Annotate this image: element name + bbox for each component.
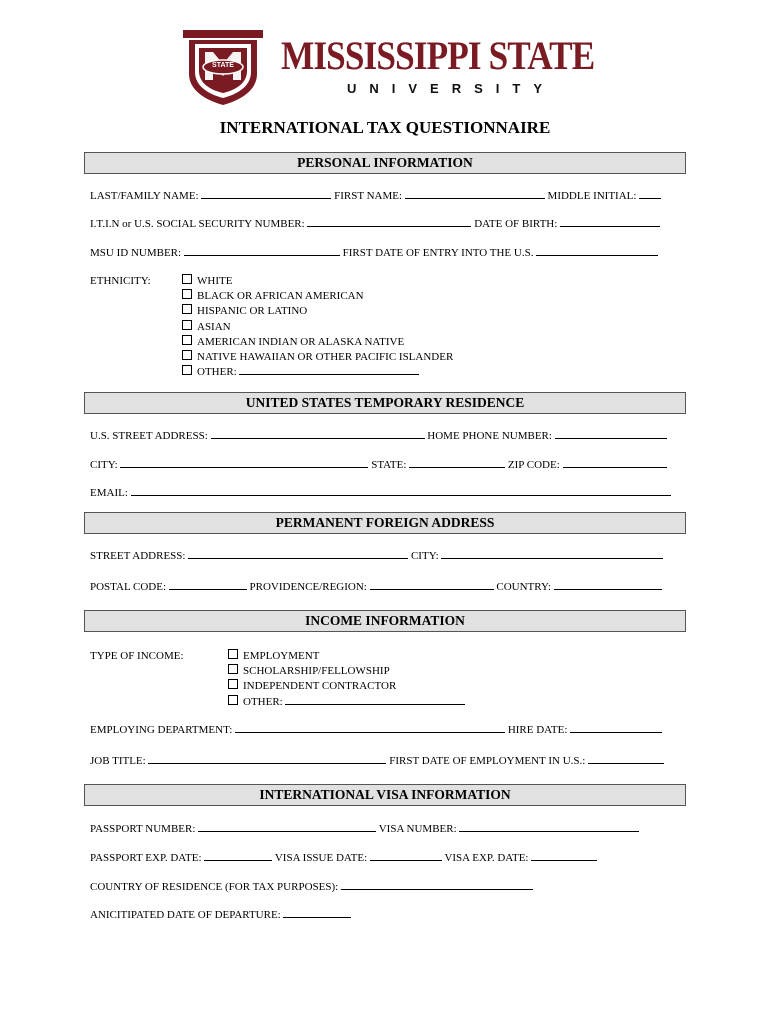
- first-name-field[interactable]: [405, 189, 545, 199]
- passport-exp-field[interactable]: [204, 851, 272, 861]
- checkbox[interactable]: [228, 664, 238, 674]
- income-type-options: [228, 649, 465, 710]
- row-names: [90, 189, 661, 203]
- job-title-label: JOB TITLE:: [90, 755, 146, 767]
- departure-label: ANICITIPATED DATE OF DEPARTURE:: [90, 909, 281, 921]
- foreign-street-field[interactable]: [188, 549, 408, 559]
- last-name-label: LAST/FAMILY NAME:: [90, 190, 199, 202]
- visa-number-field[interactable]: [459, 822, 639, 832]
- income-other-field[interactable]: [285, 695, 465, 705]
- country-residence-field[interactable]: [341, 880, 533, 890]
- section-personal-heading: PERSONAL INFORMATION: [84, 152, 686, 174]
- row-job-title: [90, 754, 664, 768]
- department-label: EMPLOYING DEPARTMENT:: [90, 724, 233, 736]
- home-phone-label: HOME PHONE NUMBER:: [427, 430, 552, 442]
- department-field[interactable]: [235, 723, 505, 733]
- email-field[interactable]: [131, 486, 671, 496]
- section-residence-heading: UNITED STATES TEMPORARY RESIDENCE: [84, 392, 686, 414]
- ethnicity-option[interactable]: AMERICAN INDIAN OR ALASKA NATIVE: [182, 335, 453, 350]
- first-employment-field[interactable]: [588, 754, 664, 764]
- city-label: CITY:: [90, 459, 118, 471]
- row-msu-id: [90, 246, 658, 260]
- income-option[interactable]: EMPLOYMENT: [228, 649, 465, 664]
- country-field[interactable]: [554, 580, 662, 590]
- ethnicity-option[interactable]: HISPANIC OR LATINO: [182, 304, 453, 319]
- middle-initial-field[interactable]: [639, 189, 661, 199]
- us-street-label: U.S. STREET ADDRESS:: [90, 430, 208, 442]
- ethnicity-option[interactable]: WHITE: [182, 274, 453, 289]
- region-label: PROVIDENCE/REGION:: [249, 581, 367, 593]
- row-itin: [90, 217, 660, 231]
- row-departure: [90, 908, 351, 922]
- middle-initial-label: MIDDLE INITIAL:: [547, 190, 637, 202]
- university-subtitle: UNIVERSITY: [347, 81, 556, 96]
- visa-exp-field[interactable]: [531, 851, 597, 861]
- visa-exp-label: VISA EXP. DATE:: [444, 852, 529, 864]
- hire-date-field[interactable]: [570, 723, 662, 733]
- postal-field[interactable]: [169, 580, 247, 590]
- income-option[interactable]: INDEPENDENT CONTRACTOR: [228, 679, 465, 694]
- entry-date-label: FIRST DATE OF ENTRY INTO THE U.S.: [342, 247, 534, 259]
- income-option[interactable]: OTHER:: [228, 695, 465, 710]
- shield-label: STATE: [212, 62, 234, 69]
- msu-id-label: MSU ID NUMBER:: [90, 247, 182, 259]
- visa-issue-field[interactable]: [370, 851, 442, 861]
- dob-label: DATE OF BIRTH:: [474, 218, 558, 230]
- msu-id-field[interactable]: [184, 246, 340, 256]
- first-employment-label: FIRST DATE OF EMPLOYMENT IN U.S.:: [389, 755, 586, 767]
- us-street-field[interactable]: [211, 429, 425, 439]
- entry-date-field[interactable]: [536, 246, 658, 256]
- country-label: COUNTRY:: [496, 581, 551, 593]
- home-phone-field[interactable]: [555, 429, 667, 439]
- university-logo: [183, 30, 593, 110]
- section-income-heading: INCOME INFORMATION: [84, 610, 686, 632]
- row-us-city: [90, 458, 667, 472]
- zip-field[interactable]: [563, 458, 667, 468]
- departure-field[interactable]: [283, 908, 351, 918]
- hire-date-label: HIRE DATE:: [507, 724, 568, 736]
- passport-exp-label: PASSPORT EXP. DATE:: [90, 852, 202, 864]
- ethnicity-option[interactable]: BLACK OR AFRICAN AMERICAN: [182, 289, 453, 304]
- visa-issue-label: VISA ISSUE DATE:: [274, 852, 368, 864]
- passport-number-label: PASSPORT NUMBER:: [90, 823, 196, 835]
- foreign-city-label: CITY:: [410, 550, 439, 562]
- checkbox[interactable]: [182, 274, 192, 284]
- visa-number-label: VISA NUMBER:: [378, 823, 457, 835]
- row-country-residence: [90, 880, 533, 894]
- row-us-street: [90, 429, 667, 443]
- state-label: STATE:: [371, 459, 407, 471]
- ethnicity-options: [182, 274, 453, 380]
- ethnicity-option[interactable]: ASIAN: [182, 320, 453, 335]
- row-visa-dates: [90, 851, 597, 865]
- passport-number-field[interactable]: [198, 822, 376, 832]
- row-department: [90, 723, 662, 737]
- section-foreign-heading: PERMANENT FOREIGN ADDRESS: [84, 512, 686, 534]
- checkbox[interactable]: [228, 679, 238, 689]
- job-title-field[interactable]: [148, 754, 386, 764]
- row-email: [90, 486, 671, 500]
- checkbox[interactable]: [182, 304, 192, 314]
- foreign-street-label: STREET ADDRESS:: [90, 550, 186, 562]
- university-name: MISSISSIPPI STATE: [281, 33, 595, 78]
- zip-label: ZIP CODE:: [507, 459, 560, 471]
- page-title: INTERNATIONAL TAX QUESTIONNAIRE: [219, 118, 551, 137]
- checkbox[interactable]: [182, 320, 192, 330]
- section-visa-heading: INTERNATIONAL VISA INFORMATION: [84, 784, 686, 806]
- checkbox[interactable]: [182, 350, 192, 360]
- checkbox[interactable]: [182, 289, 192, 299]
- checkbox[interactable]: [228, 695, 238, 705]
- postal-label: POSTAL CODE:: [90, 581, 167, 593]
- row-foreign-street: [90, 549, 663, 563]
- income-type-label: TYPE OF INCOME:: [90, 650, 184, 662]
- dob-field[interactable]: [560, 217, 660, 227]
- last-name-field[interactable]: [201, 189, 331, 199]
- first-name-label: FIRST NAME:: [334, 190, 403, 202]
- itin-field[interactable]: [307, 217, 471, 227]
- foreign-city-field[interactable]: [441, 549, 663, 559]
- ethnicity-option[interactable]: OTHER:: [182, 365, 453, 380]
- ethnicity-label: ETHNICITY:: [90, 275, 151, 287]
- email-label: EMAIL:: [90, 487, 128, 499]
- ethnicity-option[interactable]: NATIVE HAWAIIAN OR OTHER PACIFIC ISLANDER: [182, 350, 453, 365]
- row-foreign-postal: [90, 580, 662, 594]
- checkbox[interactable]: [182, 365, 192, 375]
- itin-label: I.T.I.N or U.S. SOCIAL SECURITY NUMBER:: [90, 218, 305, 230]
- income-option[interactable]: SCHOLARSHIP/FELLOWSHIP: [228, 664, 465, 679]
- country-residence-label: COUNTRY OF RESIDENCE (FOR TAX PURPOSES):: [90, 881, 339, 893]
- ethnicity-other-field[interactable]: [239, 365, 419, 375]
- state-field[interactable]: [409, 458, 505, 468]
- row-passport: [90, 822, 639, 836]
- checkbox[interactable]: [182, 335, 192, 345]
- region-field[interactable]: [370, 580, 494, 590]
- checkbox[interactable]: [228, 649, 238, 659]
- city-field[interactable]: [120, 458, 368, 468]
